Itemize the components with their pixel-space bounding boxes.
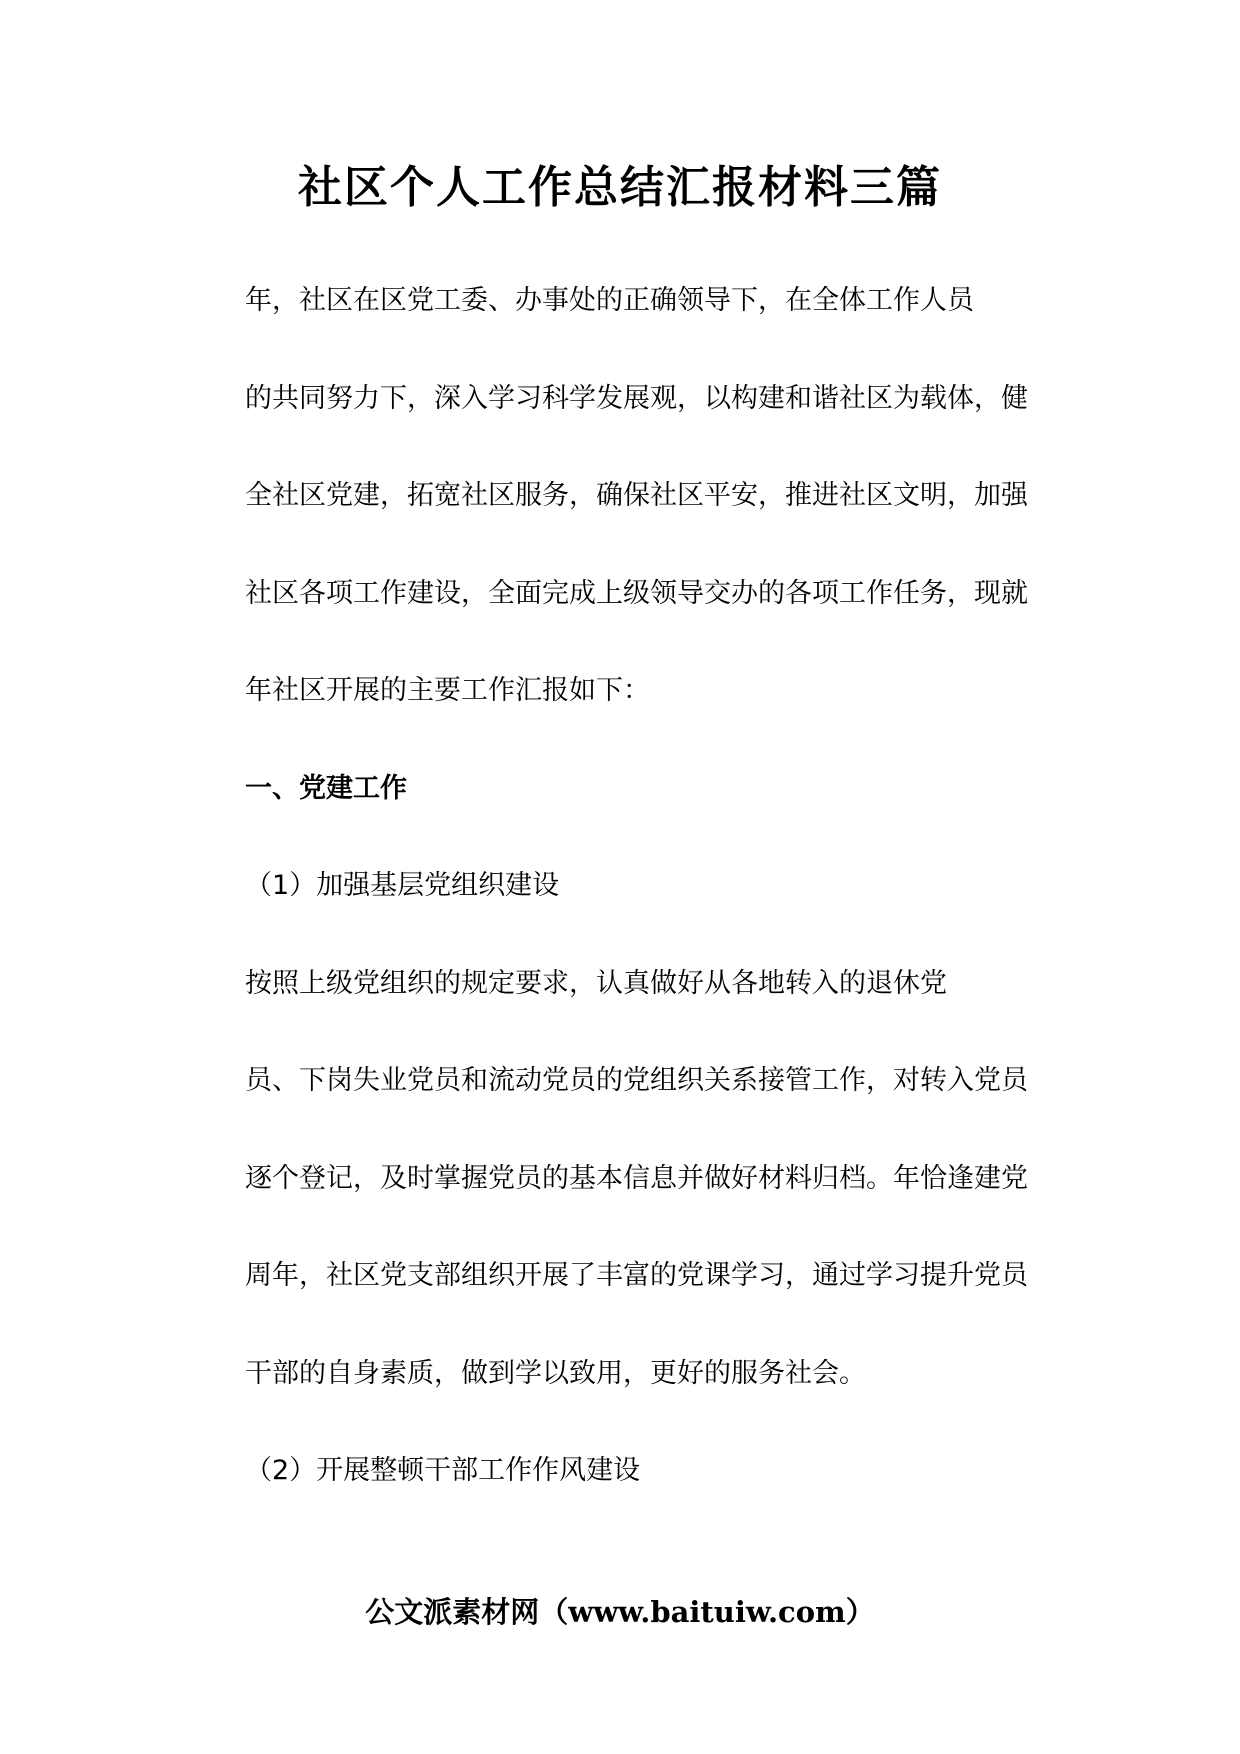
subsection-heading-1 <box>188 837 1050 935</box>
paragraph-line: 全社区党建，拓宽社区服务，确保社区平安，推进社区文明，加强 <box>245 480 1028 511</box>
watermark-footer: 公文派素材网（www.baituiw.com） <box>365 1595 875 1629</box>
paragraph-line: 社区各项工作建设，全面完成上级领导交办的各项工作任务，现就 <box>245 577 1028 609</box>
paragraph-line: 逐个登记，及时掌握党员的基本信息并做好材料归档。年恰逢建党 <box>245 1162 1028 1194</box>
subheading-text: （2）开展整顿干部工作作风建设 <box>245 1455 641 1486</box>
section-heading <box>188 740 1050 838</box>
heading-text: 一、党建工作 <box>245 772 407 804</box>
paragraph-line: 年，社区在区党工委、办事处的正确领导下，在全体工作人员 <box>245 285 974 316</box>
subheading-text: （1）加强基层党组织建设 <box>245 870 560 901</box>
document-body <box>188 252 1050 1520</box>
paragraph-line: 的共同努力下，深入学习科学发展观，以构建和谐社区为载体，健 <box>245 382 1028 414</box>
subsection-heading-2 <box>188 1422 1050 1520</box>
paragraph-line: 员、下岗失业党员和流动党员的党组织关系接管工作，对转入党员 <box>245 1065 1028 1096</box>
document-title: 社区个人工作总结汇报材料三篇 <box>298 162 942 213</box>
paragraph-line: 周年，社区党支部组织开展了丰富的党课学习，通过学习提升党员 <box>245 1260 1028 1291</box>
paragraph-line: 年社区开展的主要工作汇报如下： <box>245 675 650 706</box>
paragraph-line: 干部的自身素质，做到学以致用，更好的服务社会。 <box>245 1357 866 1389</box>
intro-paragraph <box>188 252 1050 740</box>
party-building-paragraph <box>188 935 1050 1423</box>
paragraph-line: 按照上级党组织的规定要求，认真做好从各地转入的退休党 <box>245 967 947 999</box>
